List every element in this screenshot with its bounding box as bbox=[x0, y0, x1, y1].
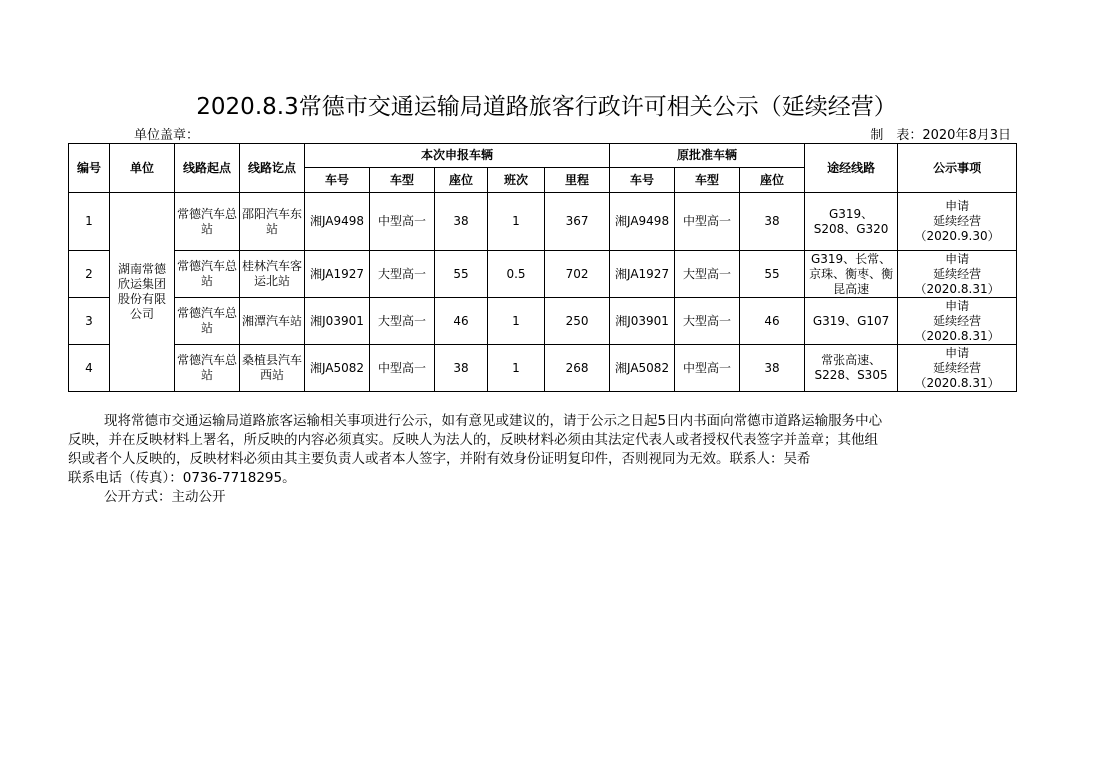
row-end: 桂林汽车客运北站 bbox=[240, 251, 305, 298]
row-start: 常德汽车总站 bbox=[175, 251, 240, 298]
row-plate: 湘JA1927 bbox=[305, 251, 370, 298]
row-route: G319、长常、京珠、衡枣、衡昆高速 bbox=[805, 251, 898, 298]
row-approved-seats: 55 bbox=[740, 251, 805, 298]
row-approved-type: 中型高一 bbox=[675, 193, 740, 251]
row-type: 中型高一 bbox=[370, 193, 435, 251]
header-no: 编号 bbox=[69, 144, 110, 193]
notice-apply: 申请 bbox=[945, 251, 970, 266]
row-plate: 湘JA9498 bbox=[305, 193, 370, 251]
row-end: 邵阳汽车东站 bbox=[240, 193, 305, 251]
disclosure-method: 公开方式：主动公开 bbox=[104, 489, 226, 505]
notice-apply: 申请 bbox=[945, 199, 970, 213]
row-route: 常张高速、S228、S305 bbox=[805, 345, 898, 392]
notice-extend: 延续经营 bbox=[933, 266, 982, 281]
contact-phone: 联系电话（传真）：0736-7718295。 bbox=[68, 470, 296, 486]
row-no: 2 bbox=[69, 251, 110, 298]
row-start: 常德汽车总站 bbox=[175, 298, 240, 345]
row-route: G319、S208、G320 bbox=[805, 193, 898, 251]
company-name: 湖南常德欣运集团股份有限公司 bbox=[110, 193, 175, 392]
row-type: 大型高一 bbox=[370, 298, 435, 345]
row-end: 桑植县汽车西站 bbox=[240, 345, 305, 392]
row-approved-plate: 湘JA9498 bbox=[610, 193, 675, 251]
row-mileage: 367 bbox=[545, 193, 610, 251]
notice-line: 现将常德市交通运输局道路旅客运输相关事项进行公示，如有意见或建议的，请于公示之日起5日内书面向常德市道路运输服务中心 bbox=[104, 413, 883, 429]
row-plate: 湘J03901 bbox=[305, 298, 370, 345]
row-type: 中型高一 bbox=[370, 345, 435, 392]
row-approved-plate: 湘JA5082 bbox=[610, 345, 675, 392]
row-approved-type: 大型高一 bbox=[675, 251, 740, 298]
row-approved-seats: 38 bbox=[740, 345, 805, 392]
row-no: 4 bbox=[69, 345, 110, 392]
row-trips: 1 bbox=[488, 298, 545, 345]
header-start: 线路起点 bbox=[175, 144, 240, 193]
header-trips: 班次 bbox=[488, 168, 545, 193]
row-notice bbox=[898, 193, 1017, 251]
row-mileage: 702 bbox=[545, 251, 610, 298]
row-trips: 1 bbox=[488, 345, 545, 392]
row-approved-seats: 38 bbox=[740, 193, 805, 251]
row-mileage: 268 bbox=[545, 345, 610, 392]
page-title: 2020.8.3常德市交通运输局道路旅客行政许可相关公示（延续经营） bbox=[196, 94, 897, 120]
table-row bbox=[69, 298, 1017, 345]
notice-date: （2020.8.31） bbox=[914, 375, 1000, 390]
table-row bbox=[69, 251, 1017, 298]
header-route: 途经线路 bbox=[805, 144, 898, 193]
row-end: 湘潭汽车站 bbox=[240, 298, 305, 345]
row-trips: 1 bbox=[488, 193, 545, 251]
row-route: G319、G107 bbox=[805, 298, 898, 345]
row-seats: 46 bbox=[435, 298, 488, 345]
header-type: 车型 bbox=[370, 168, 435, 193]
notice-apply: 申请 bbox=[945, 298, 970, 313]
row-notice bbox=[898, 345, 1017, 392]
permit-table bbox=[68, 143, 1017, 392]
row-approved-plate: 湘JA1927 bbox=[610, 251, 675, 298]
row-no: 1 bbox=[69, 193, 110, 251]
notice-date: （2020.8.31） bbox=[914, 328, 1000, 343]
header-approved-seats: 座位 bbox=[740, 168, 805, 193]
row-approved-type: 大型高一 bbox=[675, 298, 740, 345]
notice-extend: 延续经营 bbox=[933, 214, 982, 228]
header-row-1 bbox=[69, 144, 1017, 168]
notice-text bbox=[68, 412, 1018, 507]
header-approved-type: 车型 bbox=[675, 168, 740, 193]
row-notice bbox=[898, 298, 1017, 345]
notice-line: 反映，并在反映材料上署名，所反映的内容必须真实。反映人为法人的，反映材料必须由其法定代表人或者授权代表签字并盖章；其他组 bbox=[68, 432, 878, 448]
row-start: 常德汽车总站 bbox=[175, 345, 240, 392]
header-notice-item: 公示事项 bbox=[898, 144, 1017, 193]
row-mileage: 250 bbox=[545, 298, 610, 345]
header-end: 线路讫点 bbox=[240, 144, 305, 193]
notice-extend: 延续经营 bbox=[933, 360, 982, 375]
header-approved-vehicles: 原批准车辆 bbox=[610, 144, 805, 168]
row-type: 大型高一 bbox=[370, 251, 435, 298]
row-seats: 55 bbox=[435, 251, 488, 298]
row-start: 常德汽车总站 bbox=[175, 193, 240, 251]
header-plate: 车号 bbox=[305, 168, 370, 193]
row-approved-type: 中型高一 bbox=[675, 345, 740, 392]
made-date: 制 表：2020年8月3日 bbox=[870, 128, 1011, 143]
row-seats: 38 bbox=[435, 345, 488, 392]
row-trips: 0.5 bbox=[488, 251, 545, 298]
row-plate: 湘JA5082 bbox=[305, 345, 370, 392]
row-seats: 38 bbox=[435, 193, 488, 251]
header-approved-plate: 车号 bbox=[610, 168, 675, 193]
table-row bbox=[69, 193, 1017, 251]
table-row bbox=[69, 345, 1017, 392]
header-seats: 座位 bbox=[435, 168, 488, 193]
header-mileage: 里程 bbox=[545, 168, 610, 193]
row-no: 3 bbox=[69, 298, 110, 345]
row-approved-plate: 湘J03901 bbox=[610, 298, 675, 345]
unit-seal-label: 单位盖章： bbox=[134, 128, 200, 143]
header-current-vehicles: 本次申报车辆 bbox=[305, 144, 610, 168]
notice-apply: 申请 bbox=[945, 345, 970, 360]
notice-date: （2020.9.30） bbox=[914, 229, 1000, 243]
row-notice bbox=[898, 251, 1017, 298]
header-unit: 单位 bbox=[110, 144, 175, 193]
row-approved-seats: 46 bbox=[740, 298, 805, 345]
notice-date: （2020.8.31） bbox=[914, 281, 1000, 296]
notice-line: 织或者个人反映的，反映材料必须由其主要负责人或者本人签字，并附有效身份证明复印件，否则视同为无效。联系人：吴希 bbox=[68, 451, 811, 467]
notice-extend: 延续经营 bbox=[933, 313, 982, 328]
